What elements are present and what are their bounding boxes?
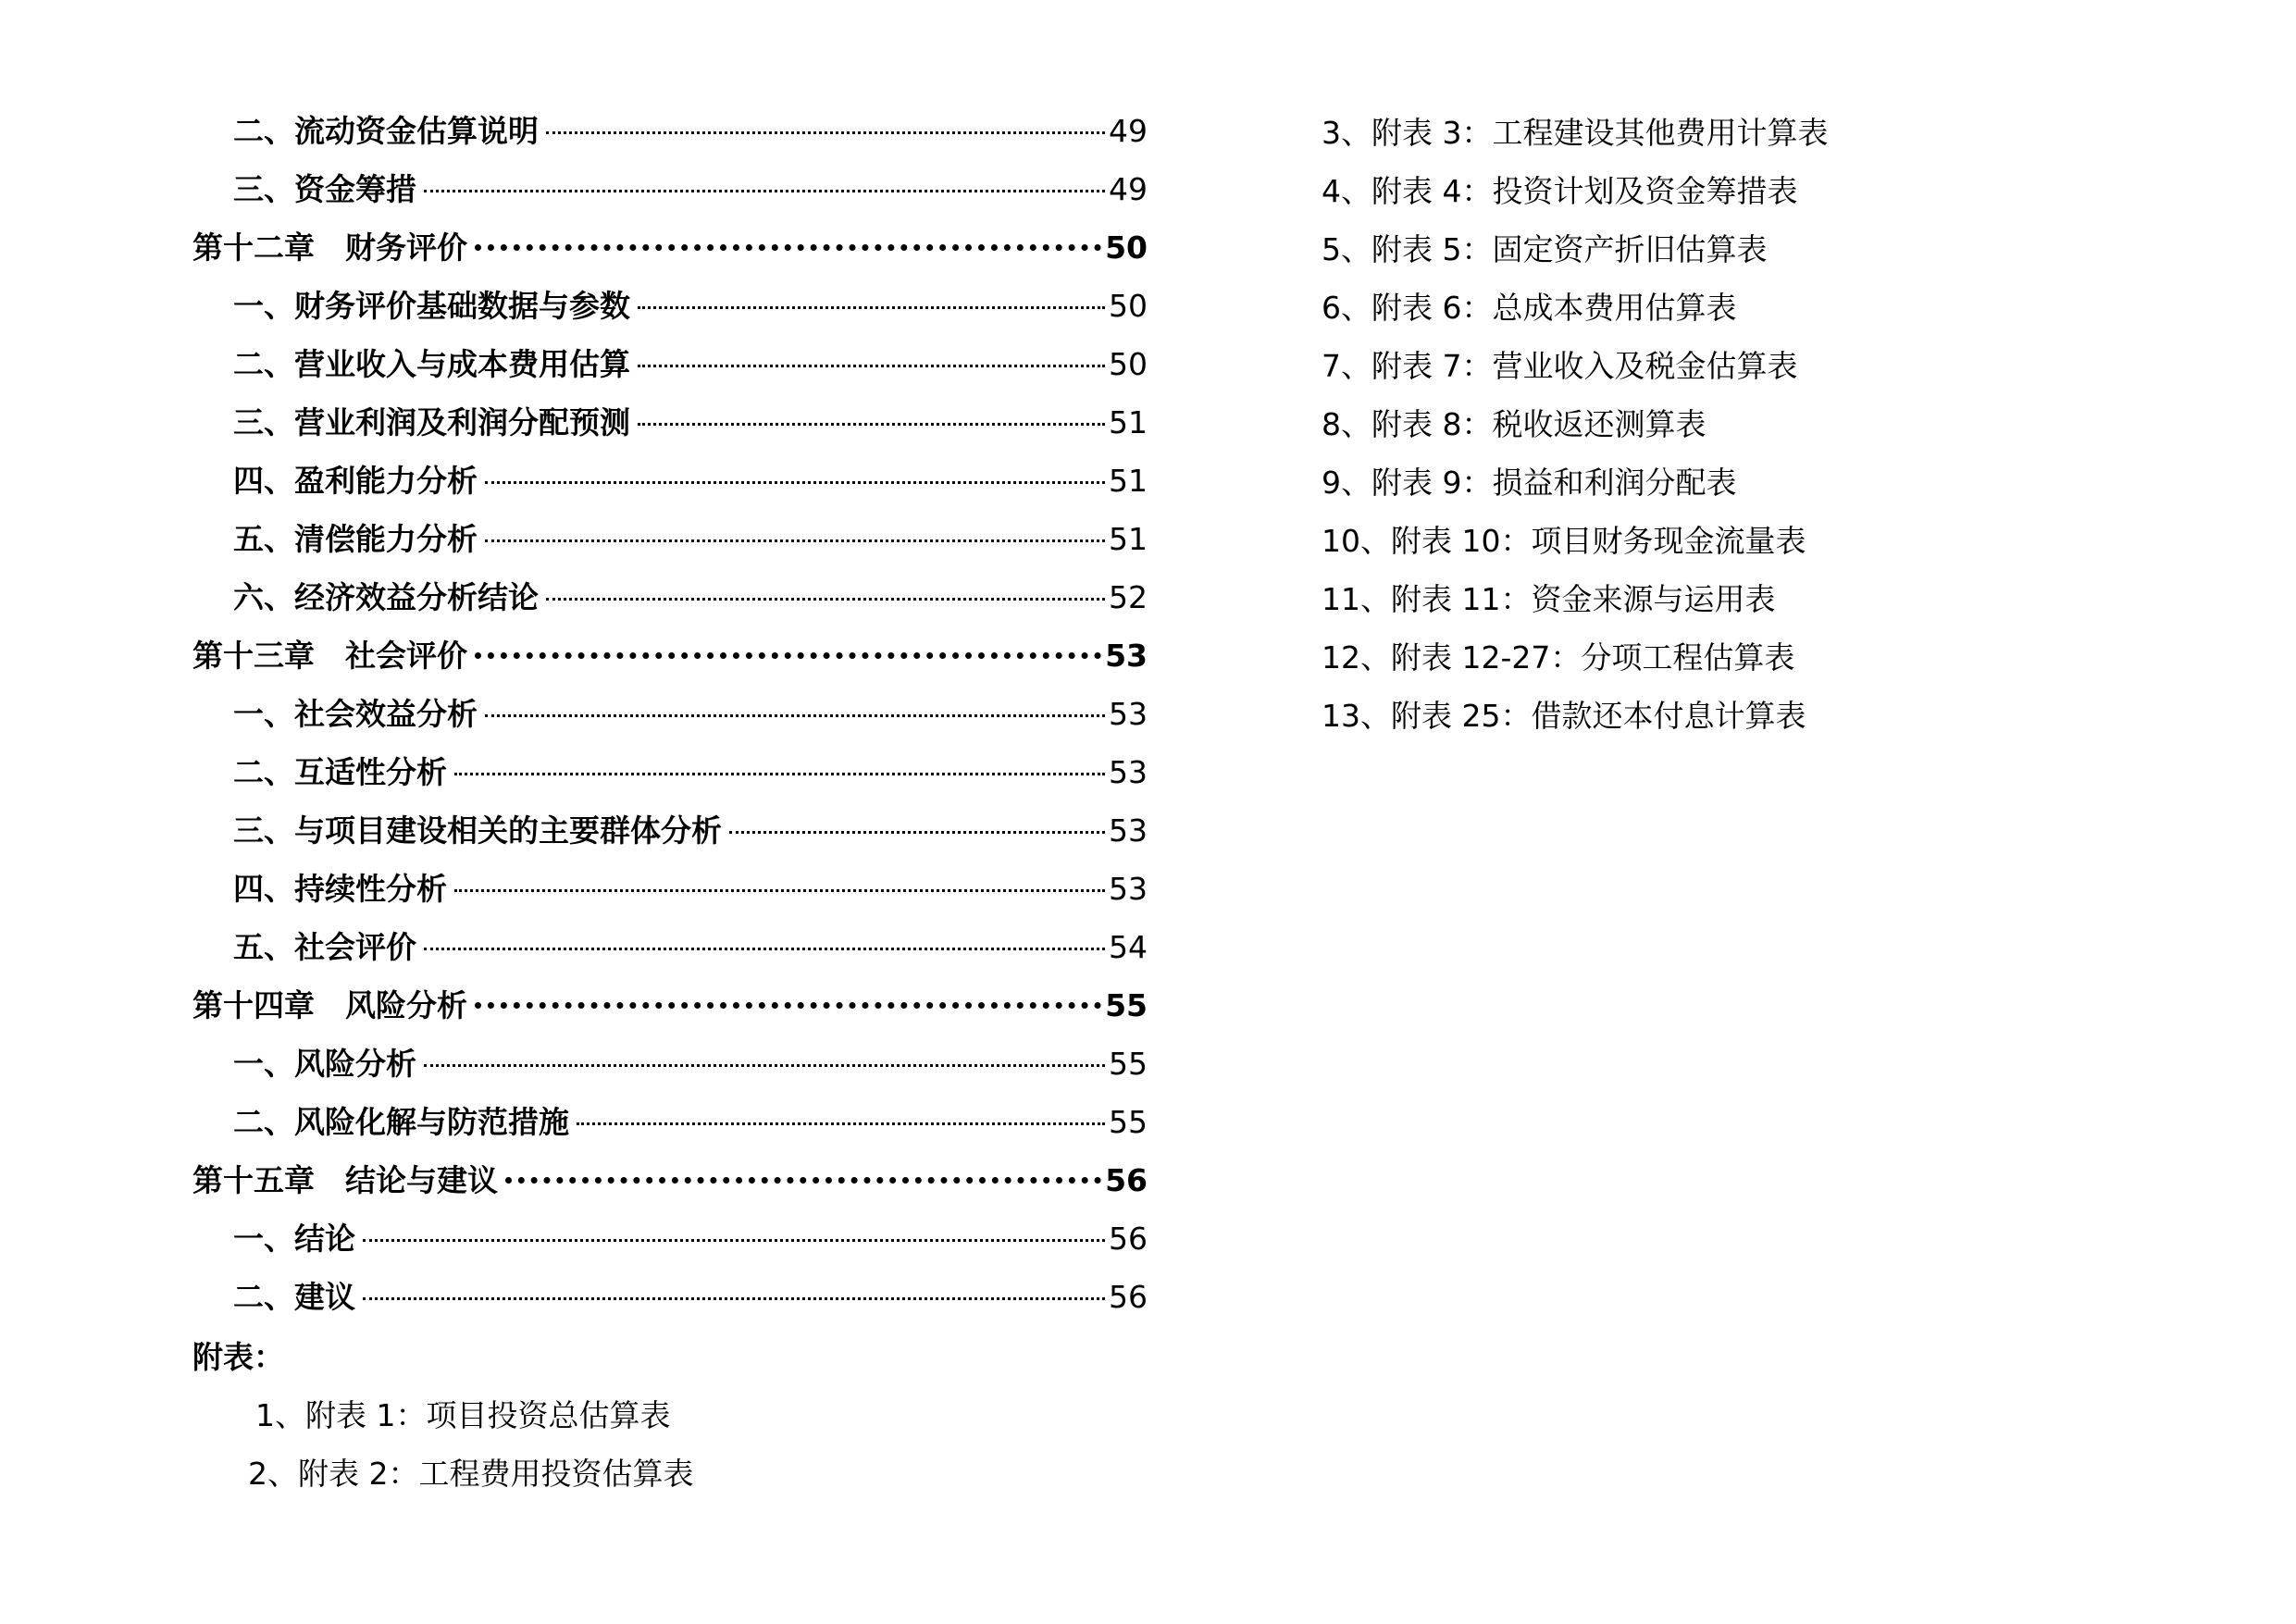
appendix-item[interactable] <box>1322 626 2154 685</box>
toc-section-entry[interactable] <box>192 277 1148 335</box>
dot-leader <box>485 539 1105 542</box>
toc-section-entry[interactable] <box>192 918 1148 976</box>
dot-leader <box>638 306 1105 309</box>
toc-page-number: 54 <box>1109 929 1148 965</box>
appendix-item-text: 10、附表 10：项目财务现金流量表 <box>1322 523 1806 559</box>
toc-section-entry[interactable] <box>192 685 1148 743</box>
dot-leader <box>638 365 1105 367</box>
dot-leader <box>638 423 1105 426</box>
toc-section-entry[interactable] <box>192 1035 1148 1093</box>
dot-leader <box>363 1297 1105 1300</box>
toc-page-number: 55 <box>1109 1104 1148 1140</box>
toc-page-number: 52 <box>1109 579 1148 615</box>
dot-leader <box>475 1002 1101 1009</box>
dot-leader <box>577 1122 1105 1125</box>
appendix-item-text: 5、附表 5：固定资产折旧估算表 <box>1322 231 1768 267</box>
dot-leader <box>475 244 1101 251</box>
toc-page-number: 55 <box>1109 1046 1148 1082</box>
appendix-item-text: 2、附表 2：工程费用投资估算表 <box>248 1456 694 1492</box>
dot-leader <box>424 948 1105 950</box>
appendix-item[interactable] <box>1322 568 2154 626</box>
toc-section-entry[interactable] <box>192 452 1148 510</box>
appendix-item[interactable] <box>1322 685 2154 743</box>
toc-section-entry[interactable] <box>192 743 1148 801</box>
appendix-item-text: 3、附表 3：工程建设其他费用计算表 <box>1322 115 1829 151</box>
appendix-item-text: 1、附表 1：项目投资总估算表 <box>255 1397 671 1433</box>
dot-leader <box>485 481 1105 484</box>
toc-page-number: 51 <box>1109 521 1148 557</box>
toc-entry-title: 第十四章 风险分析 <box>192 987 467 1023</box>
appendix-item-text: 8、附表 8：税收返还测算表 <box>1322 406 1706 442</box>
appendix-heading <box>192 1326 1148 1384</box>
toc-page-number: 51 <box>1109 404 1148 440</box>
dot-leader <box>454 889 1105 892</box>
toc-entry-title: 三、资金筹措 <box>233 171 416 207</box>
toc-page-number: 53 <box>1109 696 1148 732</box>
dot-leader <box>485 714 1105 717</box>
appendix-item[interactable] <box>1322 510 2154 568</box>
toc-section-entry[interactable] <box>192 801 1148 860</box>
toc-entry-title: 二、营业收入与成本费用估算 <box>233 346 630 382</box>
appendix-item[interactable] <box>1322 335 2154 393</box>
toc-entry-title: 第十三章 社会评价 <box>192 638 467 674</box>
appendix-item[interactable] <box>1322 102 2154 160</box>
appendix-list <box>1322 102 2154 743</box>
appendix-item[interactable] <box>192 1443 1148 1501</box>
dot-leader <box>546 598 1105 601</box>
dot-leader <box>505 1177 1101 1184</box>
toc-entry-title: 一、社会效益分析 <box>233 696 478 732</box>
toc-entry-title: 一、财务评价基础数据与参数 <box>233 288 630 324</box>
appendix-item[interactable] <box>1322 452 2154 510</box>
appendix-item[interactable] <box>1322 218 2154 277</box>
toc-page-number: 53 <box>1109 754 1148 790</box>
dot-leader <box>363 1239 1105 1242</box>
appendix-item-text: 6、附表 6：总成本费用估算表 <box>1322 290 1737 326</box>
toc-page-number: 55 <box>1105 987 1148 1023</box>
toc-entry-title: 三、与项目建设相关的主要群体分析 <box>233 812 722 849</box>
toc-entry-title: 五、社会评价 <box>233 929 416 965</box>
toc-entry-title: 一、结论 <box>233 1221 355 1257</box>
appendix-item[interactable] <box>1322 277 2154 335</box>
toc-entry-title: 第十五章 结论与建议 <box>192 1162 498 1198</box>
toc-section-entry[interactable] <box>192 1209 1148 1268</box>
toc-section-entry[interactable] <box>192 860 1148 918</box>
toc-entry-title: 第十二章 财务评价 <box>192 229 467 266</box>
toc-section-entry[interactable] <box>192 568 1148 626</box>
toc-section-entry[interactable] <box>192 1093 1148 1151</box>
toc-section-entry[interactable] <box>192 102 1148 160</box>
appendix-item-text: 12、附表 12-27：分项工程估算表 <box>1322 639 1795 676</box>
toc-entry-title: 四、持续性分析 <box>233 871 447 907</box>
toc-entry-title: 四、盈利能力分析 <box>233 463 478 499</box>
toc-entry-title: 三、营业利润及利润分配预测 <box>233 404 630 440</box>
toc-entry-title: 五、清偿能力分析 <box>233 521 478 557</box>
toc-entry-title: 二、流动资金估算说明 <box>233 113 539 149</box>
toc-chapter-entry[interactable] <box>192 626 1148 685</box>
appendix-item[interactable] <box>1322 160 2154 218</box>
toc-entry-title: 二、互适性分析 <box>233 754 447 790</box>
toc-entry-title: 二、建议 <box>233 1279 355 1315</box>
toc-chapter-entry[interactable] <box>192 976 1148 1035</box>
appendix-item-text: 11、附表 11：资金来源与运用表 <box>1322 581 1776 617</box>
appendix-item-text: 4、附表 4：投资计划及资金筹措表 <box>1322 173 1798 209</box>
toc-section-entry[interactable] <box>192 393 1148 452</box>
toc-section-entry[interactable] <box>192 510 1148 568</box>
toc-page-number: 50 <box>1105 229 1148 266</box>
toc-chapter-entry[interactable] <box>192 218 1148 277</box>
toc-entry-title: 六、经济效益分析结论 <box>233 579 539 615</box>
toc-section-entry[interactable] <box>192 335 1148 393</box>
toc-section-entry[interactable] <box>192 160 1148 218</box>
toc-page-number: 49 <box>1109 171 1148 207</box>
toc-page-number: 50 <box>1109 288 1148 324</box>
toc-page-number: 50 <box>1109 346 1148 382</box>
dot-leader <box>424 190 1105 192</box>
toc-section-entry[interactable] <box>192 1268 1148 1326</box>
dot-leader <box>546 131 1105 134</box>
toc-page-number: 56 <box>1109 1279 1148 1315</box>
appendix-heading-text: 附表： <box>192 1339 284 1375</box>
toc-page-number: 56 <box>1109 1221 1148 1257</box>
appendix-item-text: 13、附表 25：借款还本付息计算表 <box>1322 698 1806 734</box>
appendix-item[interactable] <box>1322 393 2154 452</box>
appendix-item[interactable] <box>192 1384 1148 1443</box>
dot-leader <box>475 652 1101 659</box>
appendix-item-text: 9、附表 9：损益和利润分配表 <box>1322 465 1737 501</box>
toc-page-number: 53 <box>1109 871 1148 907</box>
toc-page-number: 49 <box>1109 113 1148 149</box>
toc-page-number: 53 <box>1109 812 1148 849</box>
toc-chapter-entry[interactable] <box>192 1151 1148 1209</box>
dot-leader <box>424 1064 1105 1067</box>
toc-entry-title: 二、风险化解与防范措施 <box>233 1104 569 1140</box>
dot-leader <box>454 773 1105 775</box>
dot-leader <box>729 831 1105 834</box>
toc-page-number: 53 <box>1105 638 1148 674</box>
appendix-item-text: 7、附表 7：营业收入及税金估算表 <box>1322 348 1798 384</box>
toc-page-number: 51 <box>1109 463 1148 499</box>
table-of-contents <box>192 102 1148 1501</box>
toc-page-number: 56 <box>1105 1162 1148 1198</box>
toc-entry-title: 一、风险分析 <box>233 1046 416 1082</box>
